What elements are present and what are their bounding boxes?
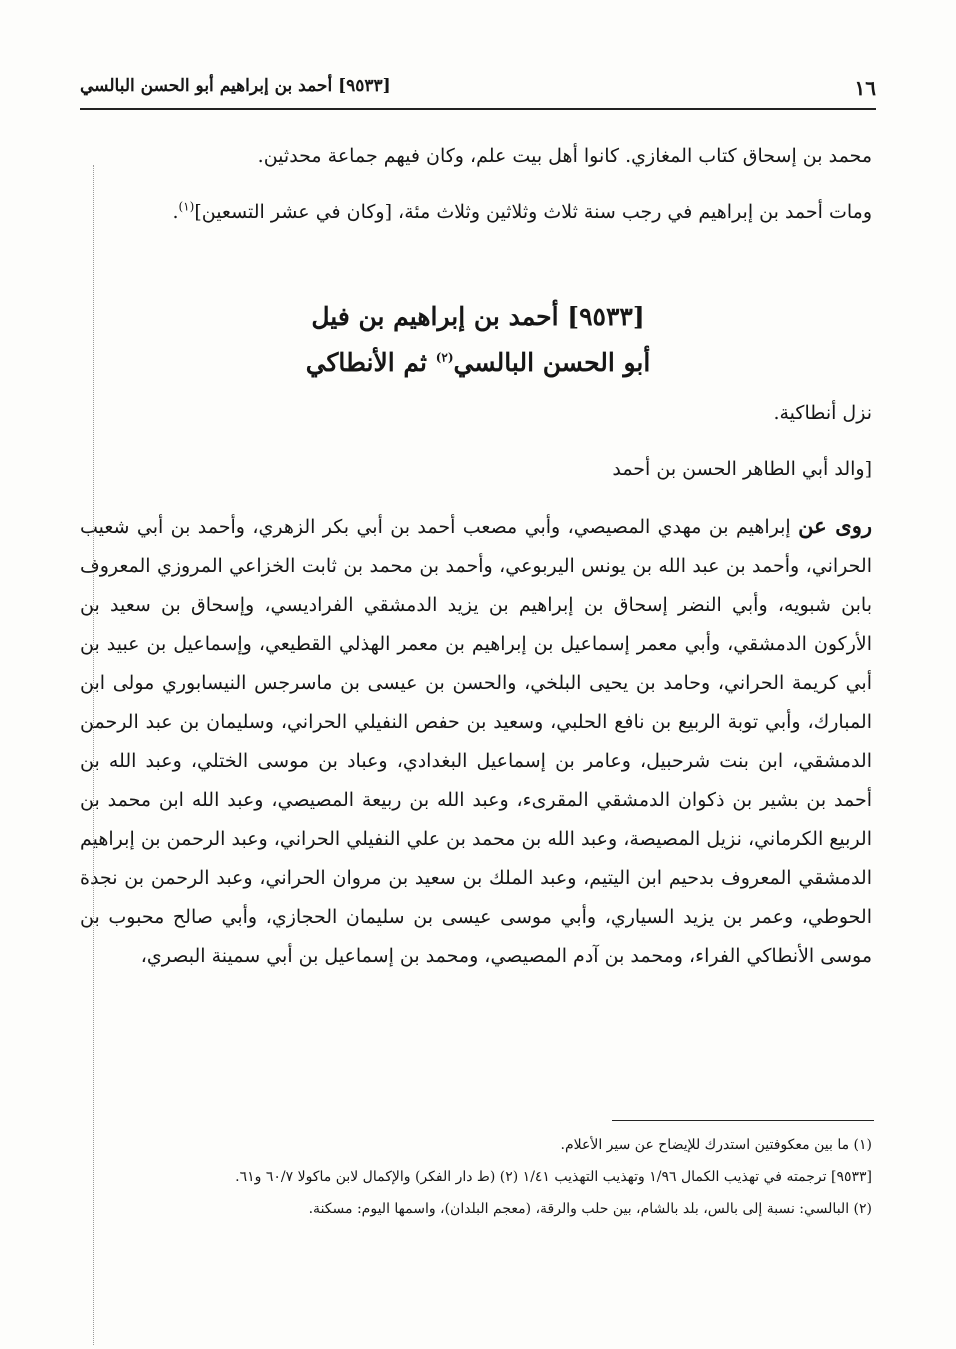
footnote-1: (١) ما بين معكوفتين استدرك للإيضاح عن سير الأعلام. (560, 1137, 872, 1153)
footnote-rule (612, 1120, 874, 1121)
entry-title-line2 (80, 340, 876, 386)
paragraph-death-text: ومات أحمد بن إبراهيم في رجب سنة ثلاث وثلاثين وثلاث مئة، [وكان في عشر التسعين] (194, 201, 872, 223)
narrated-from-text: إبراهيم بن مهدي المصيصي، وأبي مصعب أحمد بن أبي بكر الزهري، وأحمد بن أبي شعيب الحراني، وأحمد بن عبد الله بن يونس اليربوعي، وأحمد بن محمد بن ثابت الخزاعي المروزي المعروف بابن شبويه، وأبي النضر إسحاق بن إبراهيم بن يزيد الدمشقي الفراديسي، وإسحاق بن سعيد بن الأركون الدمشقي، وأبي معمر إسماعيل بن إبراهيم بن معمر الهذلي القطيعي، وإسماعيل بن عبيد بن أبي كريمة الحراني، وحامد بن يحيى البلخي، والحسن بن عيسى بن ماسرجس النيسابوري مولى ابن المبارك، وأبي توبة الربيع بن نافع الحلبي، وسعيد بن حفص النفيلي الحراني، وسليمان بن عبد الرحمن الدمشقي، ابن بنت شرحبيل، وعامر بن إسماعيل البغدادي، وعباد بن موسى الختلي، وعبد الله بن أحمد بن بشير بن ذكوان الدمشقي المقرىء، وعبد الله بن ربيعة المصيصي، وعبد الله ابن محمد بن الربيع الكرماني، نزيل المصيصة، وعبد الله بن محمد بن علي النفيلي الحراني، وعبد الرحمن بن إبراهيم الدمشقي المعروف بدحيم ابن اليتيم، وعبد الملك بن سعيد بن مروان الحراني، وعبد الرحمن بن نجدة الحوطي، وعمر بن يزيد السياري، وأبي موسى عيسى بن سليمان الحجازي، وأبي صالح محبوب بن موسى الأنطاكي الفراء، ومحمد بن آدم المصيصي، ومحمد بن إسماعيل بن أبي سمينة البصري، (80, 516, 872, 967)
entry-heading (80, 294, 876, 386)
footnote-ref-1: (١) (178, 199, 195, 214)
paragraph-father: [والد أبي الطاهر الحسن بن أحمد (612, 458, 872, 480)
entry-title-line1: [٩٥٣٣] أحمد بن إبراهيم بن فيل (311, 302, 645, 331)
footnote-2: (٢) البالسي: نسبة إلى بالس، بلد بالشام، بين حلب والرقة، (معجم البلدان)، واسمها اليوم: مسكنة. (308, 1201, 872, 1217)
paragraph-death-end: . (172, 201, 179, 223)
entry-title-suffix: ثم الأنطاكي (305, 348, 436, 377)
running-title: [٩٥٣٣] أحمد بن إبراهيم أبو الحسن البالسي (80, 76, 391, 96)
page-number: ١٦ (854, 76, 876, 100)
paragraph-narrated-from (80, 506, 872, 976)
paragraph-continuation: محمد بن إسحاق كتاب المغازي. كانوا أهل بيت علم، وكان فيهم جماعة محدثين. (257, 145, 872, 167)
footnote-ref-2: (٢) (435, 350, 454, 365)
scan-gutter-line (93, 165, 95, 1345)
header-rule (80, 108, 876, 110)
footnotes (80, 1132, 872, 1228)
footnote-entry-sources: [٩٥٣٣] ترجمته في تهذيب الكمال ١/٩٦ وتهذيب التهذيب ١/٤١ (٢) (ط دار الفكر) والإكمال لابن ماكولا ٦٠/٧ و٦١. (235, 1169, 872, 1185)
narrated-from-lead: روى عن (798, 513, 872, 538)
page-header (80, 66, 876, 110)
paragraph-death-note (80, 193, 872, 232)
entry-title-name: أبو الحسن البالسي (453, 348, 651, 377)
paragraph-residence: نزل أنطاكية. (773, 402, 872, 424)
